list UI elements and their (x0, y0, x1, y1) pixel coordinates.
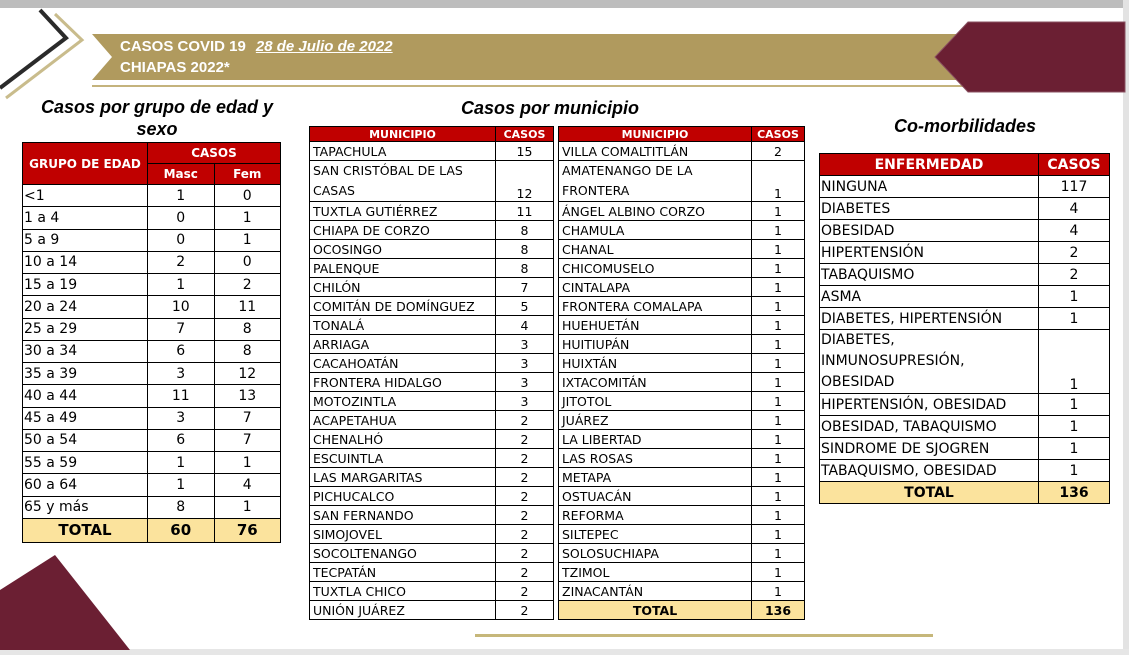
age-fem-cell: 4 (214, 474, 280, 496)
mun-left-name-cell: SIMOJOVEL (310, 525, 496, 544)
age-col-cases-header: CASOS (147, 143, 280, 164)
age-row (23, 207, 281, 229)
age-fem-cell: 8 (214, 318, 280, 340)
municipio-table-left (309, 126, 554, 620)
age-fem-cell: 12 (214, 363, 280, 385)
mun-right-name-cell: CHICOMUSELO (559, 259, 752, 278)
age-masc-cell: 11 (147, 385, 214, 407)
mun-left-name-cell: CACAHOATÁN (310, 354, 496, 373)
age-fem-cell: 0 (214, 185, 280, 207)
mun-left-name-cell: SAN FERNANDO (310, 506, 496, 525)
comorb-name-cell: TABAQUISMO, OBESIDAD (820, 460, 1039, 482)
mun-right-name-cell: OSTUACÁN (559, 487, 752, 506)
age-masc-cell: 3 (147, 407, 214, 429)
mun-left-cases-cell: 8 (496, 240, 554, 259)
comorb-row (820, 308, 1110, 330)
mun-left-cases-cell: 12 (496, 161, 554, 202)
mun-right-cases-cell: 1 (752, 506, 805, 525)
age-masc-cell: 6 (147, 429, 214, 451)
comorb-cases-cell: 1 (1039, 286, 1110, 308)
mun-right-cases-cell: 1 (752, 259, 805, 278)
mun-left-name-cell: TUXTLA GUTIÉRREZ (310, 202, 496, 221)
mun-left-row (310, 430, 554, 449)
mun-right-row (559, 430, 805, 449)
age-fem-cell: 1 (214, 207, 280, 229)
age-group-cell: 50 a 54 (23, 429, 148, 451)
municipio-table-right (558, 126, 805, 620)
mun-left-cases-cell: 2 (496, 582, 554, 601)
comorb-name-cell: OBESIDAD (820, 220, 1039, 242)
age-section-title: Casos por grupo de edad y sexo (40, 97, 274, 139)
comorb-col-enf: ENFERMEDAD (820, 154, 1039, 176)
mun-left-row (310, 392, 554, 411)
age-group-cell: <1 (23, 185, 148, 207)
age-fem-cell: 7 (214, 429, 280, 451)
mun-right-cases-cell: 1 (752, 278, 805, 297)
mun-left-cases-cell: 3 (496, 392, 554, 411)
mun-right-cases-cell: 1 (752, 373, 805, 392)
mun-right-name-cell: AMATENANGO DE LA FRONTERA (559, 161, 752, 202)
mun-total-value: 136 (752, 601, 805, 620)
comorb-row (820, 438, 1110, 460)
age-group-cell: 35 a 39 (23, 363, 148, 385)
mun-right-name-cell: HUEHUETÁN (559, 316, 752, 335)
mun-left-row (310, 240, 554, 259)
age-row (23, 318, 281, 340)
mun-right-name-cell: IXTACOMITÁN (559, 373, 752, 392)
age-masc-cell: 7 (147, 318, 214, 340)
mun-left-name-cell: ARRIAGA (310, 335, 496, 354)
comorb-row (820, 286, 1110, 308)
age-row (23, 407, 281, 429)
age-group-cell: 60 a 64 (23, 474, 148, 496)
mun-right-name-cell: JUÁREZ (559, 411, 752, 430)
age-masc-cell: 8 (147, 496, 214, 518)
age-fem-cell: 1 (214, 496, 280, 518)
mun-right-row (559, 373, 805, 392)
mun-left-row (310, 221, 554, 240)
mun-right-row (559, 297, 805, 316)
comorb-row (820, 330, 1110, 394)
mun-right-row (559, 392, 805, 411)
mun-left-row (310, 468, 554, 487)
mun-right-name-cell: HUIXTÁN (559, 354, 752, 373)
age-row (23, 385, 281, 407)
comorb-row (820, 176, 1110, 198)
comorb-row (820, 220, 1110, 242)
mun-left-col-municipio: MUNICIPIO (310, 127, 496, 142)
mun-left-row (310, 373, 554, 392)
mun-right-row (559, 240, 805, 259)
age-masc-cell: 1 (147, 474, 214, 496)
mun-left-name-cell: SOCOLTENANGO (310, 544, 496, 563)
mun-right-row (559, 354, 805, 373)
comorb-row (820, 460, 1110, 482)
mun-left-name-cell: CHILÓN (310, 278, 496, 297)
mun-left-cases-cell: 2 (496, 525, 554, 544)
mun-right-row (559, 468, 805, 487)
comorb-name-cell: DIABETES (820, 198, 1039, 220)
mun-left-name-cell: TECPATÁN (310, 563, 496, 582)
mun-left-row (310, 297, 554, 316)
comorb-name-cell: ASMA (820, 286, 1039, 308)
header-date: 28 de Julio de 2022 (255, 38, 393, 55)
comorb-name-cell: DIABETES, HIPERTENSIÓN (820, 308, 1039, 330)
mun-right-row (559, 411, 805, 430)
mun-left-cases-cell: 8 (496, 221, 554, 240)
mun-right-name-cell: METAPA (559, 468, 752, 487)
age-table (22, 142, 281, 543)
mun-right-name-cell: CINTALAPA (559, 278, 752, 297)
mun-right-name-cell: TZIMOL (559, 563, 752, 582)
mun-left-cases-cell: 3 (496, 354, 554, 373)
mun-right-row (559, 487, 805, 506)
mun-left-name-cell: CHIAPA DE CORZO (310, 221, 496, 240)
header-title-line1: CASOS COVID 19 (120, 38, 246, 55)
comorb-col-casos: CASOS (1039, 154, 1110, 176)
age-group-cell: 20 a 24 (23, 296, 148, 318)
comorb-cases-cell: 1 (1039, 438, 1110, 460)
age-row (23, 296, 281, 318)
mun-right-row (559, 278, 805, 297)
mun-left-cases-cell: 5 (496, 297, 554, 316)
mun-right-name-cell: LAS ROSAS (559, 449, 752, 468)
age-row (23, 452, 281, 474)
mun-left-row (310, 411, 554, 430)
comorb-cases-cell: 2 (1039, 242, 1110, 264)
mun-left-name-cell: MOTOZINTLA (310, 392, 496, 411)
mun-left-cases-cell: 3 (496, 335, 554, 354)
mun-left-name-cell: TONALÁ (310, 316, 496, 335)
comorb-row (820, 394, 1110, 416)
age-fem-cell: 1 (214, 452, 280, 474)
mun-right-cases-cell: 1 (752, 411, 805, 430)
mun-right-name-cell: CHAMULA (559, 221, 752, 240)
mun-left-row (310, 335, 554, 354)
mun-left-name-cell: TUXTLA CHICO (310, 582, 496, 601)
mun-right-row (559, 544, 805, 563)
age-masc-cell: 1 (147, 452, 214, 474)
mun-left-row (310, 142, 554, 161)
age-group-cell: 40 a 44 (23, 385, 148, 407)
mun-left-row (310, 202, 554, 221)
age-masc-cell: 2 (147, 251, 214, 273)
mun-left-cases-cell: 11 (496, 202, 554, 221)
comorb-cases-cell: 1 (1039, 308, 1110, 330)
age-total-masc: 60 (147, 518, 214, 542)
mun-right-name-cell: ÁNGEL ALBINO CORZO (559, 202, 752, 221)
mun-right-cases-cell: 1 (752, 221, 805, 240)
mun-right-row (559, 161, 805, 202)
age-fem-cell: 13 (214, 385, 280, 407)
mun-left-row (310, 563, 554, 582)
mun-left-row (310, 525, 554, 544)
mun-left-col-casos: CASOS (496, 127, 554, 142)
age-row (23, 340, 281, 362)
age-fem-cell: 0 (214, 251, 280, 273)
mun-right-name-cell: SOLOSUCHIAPA (559, 544, 752, 563)
age-col-masc-header: Masc (147, 164, 214, 185)
age-group-cell: 5 a 9 (23, 229, 148, 251)
comorb-table (819, 153, 1110, 504)
comorb-cases-cell: 4 (1039, 198, 1110, 220)
mun-total-label: TOTAL (559, 601, 752, 620)
comorb-row (820, 264, 1110, 286)
mun-right-row (559, 449, 805, 468)
mun-right-cases-cell: 1 (752, 297, 805, 316)
mun-right-row (559, 563, 805, 582)
mun-right-name-cell: ZINACANTÁN (559, 582, 752, 601)
mun-left-cases-cell: 2 (496, 487, 554, 506)
mun-right-row (559, 259, 805, 278)
age-fem-cell: 2 (214, 274, 280, 296)
age-total-fem: 76 (214, 518, 280, 542)
comorb-total-value: 136 (1039, 482, 1110, 504)
mun-left-row (310, 316, 554, 335)
mun-right-name-cell: HUITIUPÁN (559, 335, 752, 354)
mun-left-name-cell: COMITÁN DE DOMÍNGUEZ (310, 297, 496, 316)
mun-left-cases-cell: 2 (496, 468, 554, 487)
mun-right-name-cell: SILTEPEC (559, 525, 752, 544)
age-row (23, 496, 281, 518)
mun-right-cases-cell: 1 (752, 563, 805, 582)
age-group-cell: 30 a 34 (23, 340, 148, 362)
comorb-row (820, 416, 1110, 438)
mun-right-name-cell: FRONTERA COMALAPA (559, 297, 752, 316)
mun-left-cases-cell: 2 (496, 563, 554, 582)
mun-left-cases-cell: 3 (496, 373, 554, 392)
age-masc-cell: 0 (147, 229, 214, 251)
comorb-cases-cell: 1 (1039, 460, 1110, 482)
mun-left-row (310, 601, 554, 620)
comorb-total-row (820, 482, 1110, 504)
age-col-fem-header: Fem (214, 164, 280, 185)
comorb-name-cell: HIPERTENSIÓN (820, 242, 1039, 264)
comorb-cases-cell: 117 (1039, 176, 1110, 198)
mun-right-col-municipio: MUNICIPIO (559, 127, 752, 142)
mun-right-cases-cell: 1 (752, 202, 805, 221)
mun-right-name-cell: JITOTOL (559, 392, 752, 411)
mun-left-cases-cell: 2 (496, 544, 554, 563)
bottom-gold-line (475, 634, 933, 637)
mun-left-cases-cell: 4 (496, 316, 554, 335)
mun-right-cases-cell: 1 (752, 449, 805, 468)
comorb-name-cell: NINGUNA (820, 176, 1039, 198)
mun-left-name-cell: TAPACHULA (310, 142, 496, 161)
mun-right-row (559, 506, 805, 525)
header-title (120, 36, 393, 78)
age-group-cell: 65 y más (23, 496, 148, 518)
age-group-cell: 25 a 29 (23, 318, 148, 340)
mun-right-row (559, 316, 805, 335)
mun-right-col-casos: CASOS (752, 127, 805, 142)
mun-left-cases-cell: 2 (496, 601, 554, 620)
mun-right-cases-cell: 1 (752, 468, 805, 487)
age-group-cell: 10 a 14 (23, 251, 148, 273)
age-fem-cell: 1 (214, 229, 280, 251)
mun-left-row (310, 161, 554, 202)
header-title-line2: CHIAPAS 2022* (120, 59, 230, 76)
mun-right-cases-cell: 1 (752, 240, 805, 259)
mun-left-row (310, 354, 554, 373)
mun-left-cases-cell: 2 (496, 449, 554, 468)
mun-right-row (559, 202, 805, 221)
comorb-name-cell: OBESIDAD, TABAQUISMO (820, 416, 1039, 438)
age-row (23, 229, 281, 251)
comorb-section-title: Co-morbilidades (893, 116, 1036, 136)
mun-left-name-cell: PALENQUE (310, 259, 496, 278)
mun-left-name-cell: ESCUINTLA (310, 449, 496, 468)
mun-left-name-cell: OCOSINGO (310, 240, 496, 259)
mun-right-cases-cell: 1 (752, 392, 805, 411)
mun-left-cases-cell: 8 (496, 259, 554, 278)
mun-right-row (559, 221, 805, 240)
comorb-cases-cell: 1 (1039, 416, 1110, 438)
age-masc-cell: 1 (147, 274, 214, 296)
mun-left-row (310, 259, 554, 278)
mun-left-name-cell: LAS MARGARITAS (310, 468, 496, 487)
age-masc-cell: 0 (147, 207, 214, 229)
mun-right-row (559, 525, 805, 544)
mun-left-name-cell: FRONTERA HIDALGO (310, 373, 496, 392)
comorb-cases-cell: 1 (1039, 394, 1110, 416)
mun-left-name-cell: UNIÓN JUÁREZ (310, 601, 496, 620)
age-fem-cell: 7 (214, 407, 280, 429)
age-group-cell: 15 a 19 (23, 274, 148, 296)
age-group-cell: 45 a 49 (23, 407, 148, 429)
mun-left-name-cell: PICHUCALCO (310, 487, 496, 506)
age-total-label: TOTAL (23, 518, 148, 542)
mun-right-cases-cell: 2 (752, 142, 805, 161)
mun-left-cases-cell: 7 (496, 278, 554, 297)
bottom-wine-triangle (0, 555, 130, 650)
age-row (23, 363, 281, 385)
mun-right-cases-cell: 1 (752, 354, 805, 373)
mun-left-row (310, 278, 554, 297)
age-col-group-header: GRUPO DE EDAD (23, 143, 148, 185)
mun-right-cases-cell: 1 (752, 525, 805, 544)
mun-left-cases-cell: 2 (496, 411, 554, 430)
mun-right-cases-cell: 1 (752, 335, 805, 354)
municipio-section-title: Casos por municipio (460, 98, 640, 118)
comorb-row (820, 198, 1110, 220)
comorb-cases-cell: 1 (1039, 330, 1110, 394)
mun-right-row (559, 582, 805, 601)
mun-right-cases-cell: 1 (752, 430, 805, 449)
mun-left-row (310, 487, 554, 506)
mun-right-cases-cell: 1 (752, 316, 805, 335)
age-row (23, 274, 281, 296)
age-group-cell: 1 a 4 (23, 207, 148, 229)
age-fem-cell: 11 (214, 296, 280, 318)
comorb-row (820, 242, 1110, 264)
mun-left-row (310, 544, 554, 563)
mun-left-name-cell: SAN CRISTÓBAL DE LAS CASAS (310, 161, 496, 202)
age-masc-cell: 6 (147, 340, 214, 362)
mun-left-cases-cell: 15 (496, 142, 554, 161)
mun-right-name-cell: VILLA COMALTITLÁN (559, 142, 752, 161)
age-masc-cell: 3 (147, 363, 214, 385)
mun-right-name-cell: LA LIBERTAD (559, 430, 752, 449)
mun-left-cases-cell: 2 (496, 506, 554, 525)
comorb-total-label: TOTAL (820, 482, 1039, 504)
mun-right-cases-cell: 1 (752, 544, 805, 563)
age-row (23, 474, 281, 496)
mun-right-cases-cell: 1 (752, 582, 805, 601)
comorb-name-cell: TABAQUISMO (820, 264, 1039, 286)
mun-right-name-cell: CHANAL (559, 240, 752, 259)
mun-right-cases-cell: 1 (752, 487, 805, 506)
age-group-cell: 55 a 59 (23, 452, 148, 474)
mun-left-row (310, 582, 554, 601)
age-row (23, 185, 281, 207)
mun-left-name-cell: CHENALHÓ (310, 430, 496, 449)
comorb-cases-cell: 4 (1039, 220, 1110, 242)
mun-left-name-cell: ACAPETAHUA (310, 411, 496, 430)
comorb-cases-cell: 2 (1039, 264, 1110, 286)
age-total-row (23, 518, 281, 542)
header-wine-shape (935, 22, 1125, 92)
mun-left-row (310, 506, 554, 525)
mun-right-name-cell: REFORMA (559, 506, 752, 525)
mun-left-cases-cell: 2 (496, 430, 554, 449)
age-fem-cell: 8 (214, 340, 280, 362)
comorb-name-cell: SINDROME DE SJOGREN (820, 438, 1039, 460)
comorb-name-cell: DIABETES, INMUNOSUPRESIÓN, OBESIDAD (820, 330, 1039, 394)
age-row (23, 429, 281, 451)
age-row (23, 251, 281, 273)
age-masc-cell: 1 (147, 185, 214, 207)
mun-right-row (559, 142, 805, 161)
comorb-name-cell: HIPERTENSIÓN, OBESIDAD (820, 394, 1039, 416)
age-masc-cell: 10 (147, 296, 214, 318)
mun-right-row (559, 335, 805, 354)
mun-right-cases-cell: 1 (752, 161, 805, 202)
mun-total-row (559, 601, 805, 620)
mun-left-row (310, 449, 554, 468)
